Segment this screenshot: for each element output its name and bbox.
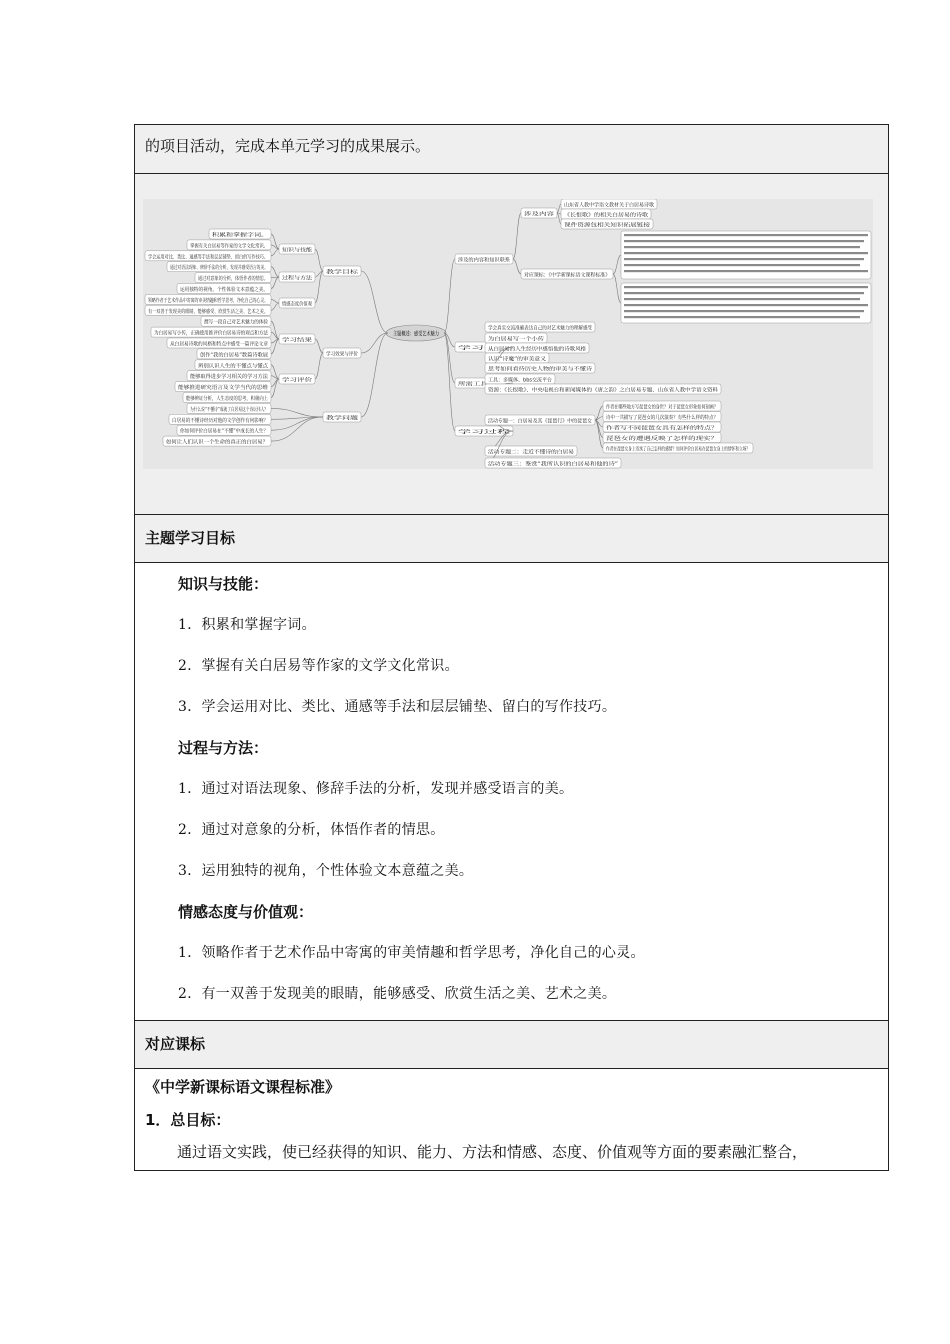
lesson-plan-table (134, 124, 889, 1171)
mindmap-note-line (624, 234, 868, 236)
emotion-item: 1．领略作者于艺术作品中寄寓的审美情趣和哲学思考，净化自己的心灵。 (178, 945, 645, 961)
mindmap-right-branch-text: 学习过程 (458, 429, 479, 436)
mindmap-left-leaf (183, 393, 285, 403)
mindmap-left-leaf-text: 白居易的不懂诗经历对他的文学创作有何影响？ (172, 417, 281, 424)
mindmap-left-leaf-text: 领略作者于艺术作品中寄寓的审美情趣和哲学思考，净化自己的心灵。 (148, 297, 309, 304)
mindmap-right-leaf-text: 资源：《长恨歌》、中央电视台和新闻媒体的《唐之韵》之白居易专题、山东省人教中学语文资料 (488, 387, 706, 394)
mindmap-left-leaf-text: 学会运用对比、类比、通感等手法和层层铺垫、留白的写作技巧。 (148, 254, 299, 261)
mindmap-left-leaf (177, 425, 279, 435)
mindmap-left-leaf-text: 掌握有关白居易等作家的文学文化常识。 (190, 243, 284, 250)
mindmap-left-branch (323, 266, 361, 276)
mindmap-left-leaf (187, 240, 284, 250)
mindmap-note-line (624, 240, 864, 242)
knowledge-item: 1．积累和掌握字词。 (178, 617, 316, 633)
mindmap-right-leaf-text: 活动专题三：鉴赏“我所认识的白居易和他的诗” (488, 461, 598, 468)
mindmap-note-line (624, 304, 868, 306)
process-item: 3．运用独特的视角，个性体验文本意蕴之美。 (178, 863, 474, 879)
mindmap-right-leaf-text: 从白居易的人生经历中感悟他的诗歌风格 (488, 346, 582, 353)
mindmap-right-sub-text: 涉及内容 (524, 211, 545, 218)
mindmap-connector (271, 379, 279, 398)
mindmap-left-leaf (145, 294, 309, 304)
mindmap-left-leaf-text: 如何让人们认识一个生命的真正的白居易？ (166, 439, 265, 446)
mindmap-connector (595, 420, 603, 448)
mindmap-note-line (624, 298, 860, 300)
mindmap-right-leaf (561, 219, 653, 229)
mindmap-right-note-text: 作者在哪些地方写琵琶女的身世？对于琵琶女形象如何刻画？ (606, 404, 747, 411)
mindmap-left-leaf-text: 能够推进研究语言及文学当代的思维 (178, 385, 262, 392)
mindmap-left-leaf (177, 284, 279, 294)
goals-content-row (135, 563, 888, 1021)
mindmap-right-leaf (485, 415, 595, 425)
mindmap-connector (315, 339, 323, 353)
mindmap-left-leaf-text: 积累和掌握字词。 (212, 232, 254, 239)
mindmap-connector (557, 204, 561, 213)
mindmap-connector (315, 249, 323, 271)
mindmap-connector (271, 299, 279, 303)
mindmap-right-note (603, 422, 721, 432)
mindmap-left-leaf (187, 403, 300, 413)
mindmap-diagram (143, 199, 873, 469)
mindmap-right-branch-text: 涉及的内容和知识联系 (458, 257, 510, 264)
mindmap-left-branch (323, 348, 361, 358)
mindmap-left-leaf-text: 为什么说“不懂诗”成就了白居易这个诗坛伟人？ (190, 406, 300, 413)
mindmap-right-leaf (485, 384, 721, 394)
mindmap-left-leaf (145, 251, 299, 261)
mindmap-connector (271, 408, 323, 417)
mindmap-left-branch-text: 教学目标 (326, 269, 347, 276)
mindmap-right-note-text: 诗中一共描写了琵琶女的几次演奏？有些什么样的特点？ (606, 415, 736, 421)
mindmap-right-note (603, 401, 747, 411)
mindmap-note-line (624, 292, 864, 294)
mindmap-connector (613, 274, 621, 303)
mindmap-right-leaf-text: 思考如何看待历史人物的审美与不懂诗 (488, 366, 577, 373)
mindmap-right-note-text: 琵琶女的遭遇反映了怎样的现实？ (606, 436, 684, 442)
mindmap-left-sub (279, 298, 319, 308)
process-title: 过程与方法： (178, 739, 269, 757)
mindmap-right-branch-text: 所需工具及资源 (458, 381, 495, 388)
mindmap-center-text: 主题概述：感受艺术魅力 (393, 331, 454, 338)
mindmap-right-note-text: 作者在琵琶女身上寄寓了自己怎样的感情？如何评价白居易在琵琶女身上的情怀和立场？ (606, 446, 809, 453)
mindmap-right-leaf (485, 333, 547, 343)
mindmap-left-sub (279, 244, 315, 254)
mindmap-right-leaf-text: 学会真实交流准确表达自己的对艺术魅力的理解感受 (488, 325, 608, 332)
mindmap-connector (444, 259, 455, 333)
mindmap-left-leaf-text: 能够辨证分析，人生态度的思考，积极向上 (186, 396, 285, 402)
mindmap-left-leaf (195, 273, 287, 283)
mindmap-left-sub-text: 知识与技能 (282, 247, 308, 254)
mindmap-right-note-text: 作者写不同琵琶女具有怎样的特点？ (606, 425, 690, 432)
mindmap-right-leaf (485, 363, 595, 373)
emotion-item: 2．有一双善于发现美的眼睛，能够感受、欣赏生活之美、艺术之美。 (178, 986, 617, 1002)
total-goal-title: 1．总目标： (145, 1111, 231, 1129)
mindmap-right-note (603, 433, 721, 443)
mindmap-row (135, 174, 888, 515)
mindmap-left-leaf-text: 撰写一段自己对艺术魅力的体验 (204, 319, 277, 326)
mindmap-left-leaf-text: 通过对语法现象、修辞手法的分析，发现并感受语言的美。 (170, 265, 305, 272)
mindmap-right-leaf (485, 322, 608, 332)
mindmap-left-leaf-text: 从白居易诗歌的风格和特点中感受一篇评论文章 (170, 341, 279, 348)
total-goal-text: 通过语文实践，使已经获得的知识、能力、方法和情感、态度、价值观等方面的要素融汇整合， (177, 1143, 808, 1161)
mindmap-left-sub-text: 过程与方法 (282, 275, 308, 282)
process-item: 2．通过对意象的分析，体悟作者的情思。 (178, 822, 445, 838)
mindmap-left-leaf-text: 辨别认识人生的不懂点与懂点 (198, 363, 266, 370)
mindmap-right-leaf-text: 山东省人教中学语文教材关于白居易诗歌 (564, 202, 658, 209)
mindmap-note-line (624, 286, 868, 288)
mindmap-left-leaf-text: 你如何评价白居易在“不懂”中成长的人生？ (180, 428, 279, 435)
mindmap-note-line (624, 264, 860, 266)
mindmap-left-leaf (201, 316, 277, 326)
mindmap-right-leaf-text: 活动专题一：白居易及其《琵琶行》中的琵琶女 (488, 418, 597, 425)
mindmap-left-leaf (195, 360, 271, 370)
mindmap-left-leaf (167, 338, 279, 348)
mindmap-image (143, 199, 873, 469)
mindmap-note-line (624, 246, 860, 248)
mindmap-right-leaf-text: 为白居易写一个小传 (488, 336, 535, 343)
intro-row (135, 125, 888, 174)
mindmap-left-leaf (145, 305, 299, 315)
mindmap-left-sub-text: 情感态度价值观 (282, 301, 319, 308)
mindmap-note-line (624, 316, 860, 318)
mindmap-right-leaf-text: 课件资源包相关知识拓展链接 (564, 222, 632, 229)
mindmap-left-leaf (187, 371, 271, 381)
mindmap-left-branch-text: 教学问题 (326, 415, 347, 422)
mindmap-right-leaf-text: 《长恨歌》的相关白居易的诗歌 (564, 212, 637, 219)
mindmap-connector (513, 213, 521, 259)
mindmap-connector (271, 303, 279, 310)
knowledge-item: 3．学会运用对比、类比、通感等手法和层层铺垫、留白的写作技巧。 (178, 699, 617, 715)
goals-title-row (135, 515, 888, 563)
mindmap-connector (361, 271, 388, 333)
mindmap-left-leaf (197, 349, 271, 359)
knowledge-item: 2．掌握有关白居易等作家的文学文化常识。 (178, 658, 459, 674)
mindmap-right-branch-text: 学习任务 (458, 345, 479, 352)
mindmap-note-line (624, 310, 864, 312)
mindmap-left-leaf (167, 262, 305, 272)
mindmap-left-branch (323, 412, 361, 422)
mindmap-left-sub (279, 374, 315, 384)
mindmap-connector (271, 277, 279, 289)
mindmap-right-branch (455, 254, 513, 264)
mindmap-left-leaf-text: 运用独特的视角，个性体验文本意蕴之美。 (180, 287, 279, 293)
mindmap-right-leaf (485, 458, 621, 468)
mindmap-left-leaf-text: 为白居易写小传，正确使用推评价白居易诗的观点和方法 (154, 330, 284, 337)
mindmap-connector (513, 259, 521, 274)
mindmap-note-line (624, 258, 864, 260)
mindmap-left-leaf-text: 创作“我的白居易”数篇诗歌展 (200, 352, 268, 359)
emotion-title: 情感态度与价值观： (178, 903, 314, 921)
mindmap-left-sub (279, 334, 315, 344)
mindmap-left-leaf (151, 327, 284, 337)
mindmap-left-leaf (175, 382, 271, 392)
mindmap-connector (271, 267, 279, 277)
mindmap-left-leaf-text: 有一双善于发现美的眼睛，能够感受、欣赏生活之美、艺术之美。 (148, 308, 299, 315)
standard-name: 《中学新课标语文课程标准》 (145, 1078, 341, 1096)
mindmap-connector (315, 271, 323, 303)
mindmap-connector (315, 353, 323, 379)
mindmap-connector (271, 321, 279, 339)
standards-title: 对应课标 (145, 1035, 206, 1053)
mindmap-right-leaf (561, 199, 657, 209)
intro-text: 的项目活动，完成本单元学习的成果展示。 (145, 137, 431, 155)
mindmap-right-leaf (561, 209, 651, 219)
mindmap-right-sub (521, 269, 613, 279)
process-item: 1．通过对语法现象、修辞手法的分析，发现并感受语言的美。 (178, 781, 574, 797)
mindmap-note-line (624, 252, 868, 254)
mindmap-right-sub (521, 208, 557, 218)
mindmap-left-sub-text: 学习结果 (282, 337, 303, 344)
mindmap-right-sub-text: 对应课标：《中学新课标语文课程标准》 (524, 272, 615, 279)
mindmap-connector (557, 213, 561, 224)
mindmap-left-branch-text: 学习效果与评价 (326, 351, 363, 358)
mindmap-right-leaf-text: 活动专题二：走近不懂诗的白居易 (488, 449, 566, 456)
mindmap-connector (361, 333, 388, 417)
mindmap-connector (271, 249, 279, 256)
mindmap-left-leaf (163, 436, 271, 446)
mindmap-right-leaf (485, 353, 549, 363)
mindmap-right-note (603, 443, 809, 453)
mindmap-right-leaf-text: 认识“诗魔”的审美意义 (488, 356, 541, 363)
mindmap-right-leaf (485, 374, 555, 384)
mindmap-left-sub (279, 272, 315, 282)
mindmap-connector (271, 417, 323, 441)
standards-content-row (135, 1069, 888, 1171)
mindmap-right-note (603, 412, 736, 422)
standards-title-row (135, 1021, 888, 1069)
goals-title: 主题学习目标 (145, 529, 236, 547)
mindmap-connector (271, 365, 279, 379)
mindmap-connector (444, 333, 455, 431)
mindmap-note-line (624, 270, 868, 272)
mindmap-left-leaf (209, 229, 271, 239)
mindmap-left-leaf (169, 414, 281, 424)
mindmap-left-leaf-text: 能够取得进步学习相关的学习方法 (190, 374, 268, 381)
knowledge-title: 知识与技能： (178, 575, 269, 593)
mindmap-left-leaf-text: 通过对意象的分析，体悟作者的情思。 (198, 276, 287, 283)
mindmap-connector (613, 255, 621, 274)
mindmap-left-sub-text: 学习评价 (282, 377, 303, 384)
mindmap-right-leaf-text: 工具：多媒体、bbs交流平台 (488, 377, 555, 384)
